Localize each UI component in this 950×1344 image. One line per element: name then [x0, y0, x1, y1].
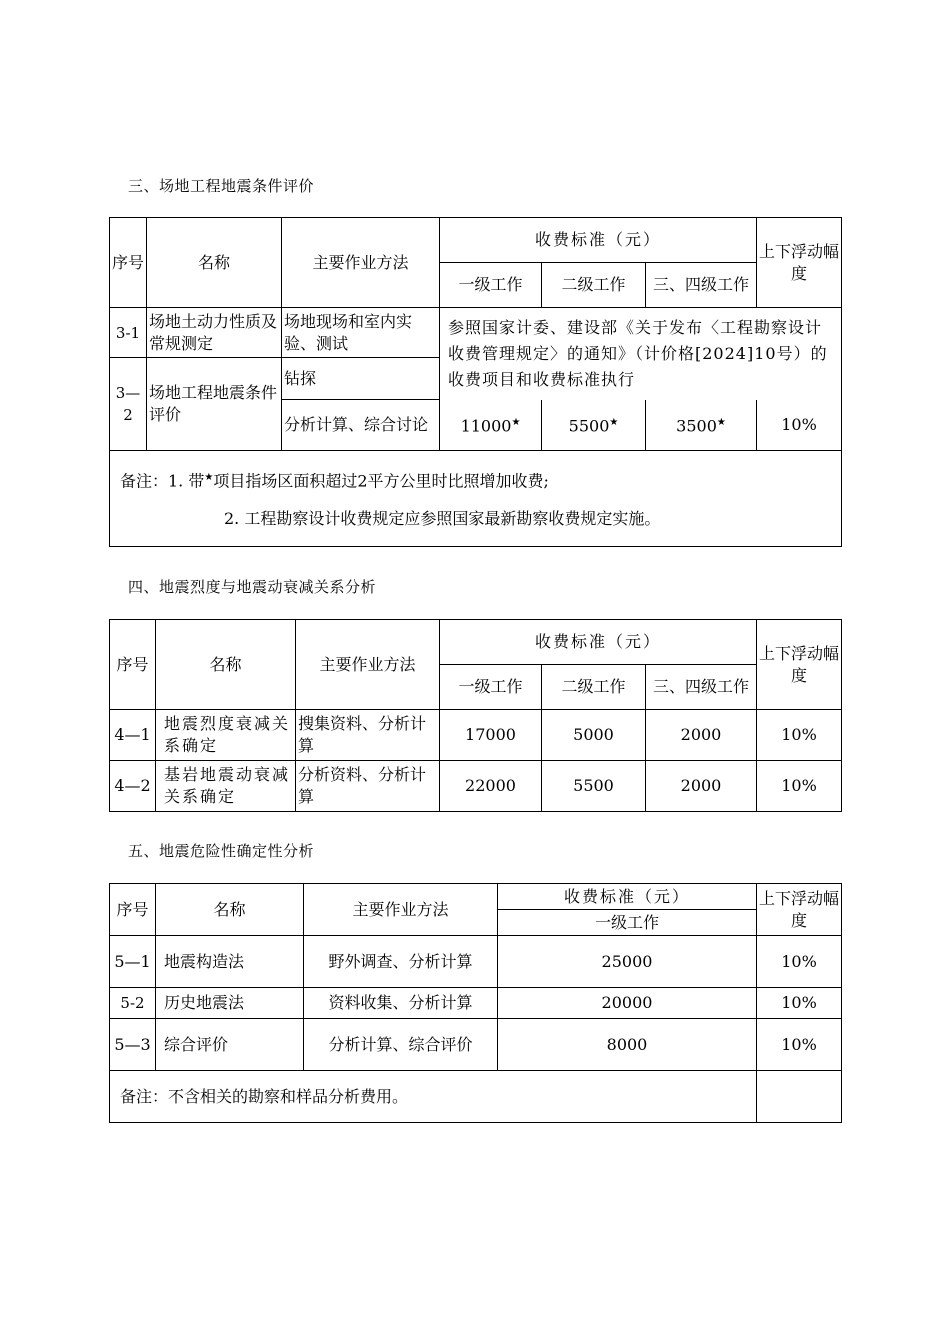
header-grade-3: 三、四级工作 [646, 263, 757, 308]
header-grade-3: 三、四级工作 [646, 665, 757, 710]
star-icon: ★ [716, 417, 726, 429]
table-row-grade-1: 22000 [440, 761, 542, 812]
note-line-2: 2. 工程勘察设计收费规定应参照国家最新勘察收费规定实施。 [224, 509, 661, 529]
table-row-seq: 4—2 [110, 761, 156, 812]
row-3-1-seq: 3-1 [110, 308, 147, 358]
section-3-table [109, 217, 842, 547]
star-icon: ★ [609, 417, 619, 429]
header-seq: 序号 [110, 620, 156, 710]
empty-cell [757, 1071, 842, 1123]
row-3-2-float: 10% [757, 400, 842, 451]
header-method: 主要作业方法 [282, 218, 440, 308]
header-float: 上下浮动幅度 [757, 218, 842, 308]
table-row-grade-3: 2000 [646, 710, 757, 761]
table-row-grade-2: 5500 [542, 761, 646, 812]
row-3-2-grade-1: 11000★ [440, 400, 542, 451]
table-row-float: 10% [757, 988, 842, 1019]
row-3-2-method-drilling: 钻探 [282, 358, 440, 400]
table-row-float: 10% [757, 710, 842, 761]
table-row-method: 资料收集、分析计算 [304, 988, 498, 1019]
row-3-2-seq: 3—2 [110, 358, 147, 451]
table-row-method: 搜集资料、分析计算 [296, 710, 440, 761]
header-seq: 序号 [110, 218, 147, 308]
row-3-1-method: 场地现场和室内实验、测试 [282, 308, 440, 358]
section-3-note [110, 451, 842, 547]
table-row-seq: 5—1 [110, 936, 156, 988]
table-row-grade-1: 25000 [498, 936, 757, 988]
header-grade-2: 二级工作 [542, 665, 646, 710]
table-row-seq: 5—3 [110, 1019, 156, 1071]
table-row-name: 地震构造法 [156, 936, 304, 988]
table-row-float: 10% [757, 936, 842, 988]
header-grade-1: 一级工作 [440, 665, 542, 710]
table-row-name: 综合评价 [156, 1019, 304, 1071]
table-row-method: 野外调查、分析计算 [304, 936, 498, 988]
header-method: 主要作业方法 [296, 620, 440, 710]
section-4-heading: 四、地震烈度与地震动衰减关系分析 [128, 578, 377, 596]
row-3-2-method-analysis: 分析计算、综合讨论 [282, 400, 440, 451]
table-row-grade-1: 8000 [498, 1019, 757, 1071]
row-3-1-reference-text: 参照国家计委、建设部《关于发布〈工程勘察设计收费管理规定〉的通知》（计价格[2024]10号）的收费项目和收费标准执行 [440, 308, 842, 400]
table-row-method: 分析计算、综合评价 [304, 1019, 498, 1071]
header-float: 上下浮动幅度 [757, 620, 842, 710]
section-5-table [109, 883, 842, 1123]
header-grade-2: 二级工作 [542, 263, 646, 308]
table-row-grade-1: 20000 [498, 988, 757, 1019]
table-row-grade-3: 2000 [646, 761, 757, 812]
table-row-float: 10% [757, 761, 842, 812]
star-icon: ★ [204, 471, 214, 483]
table-row-float: 10% [757, 1019, 842, 1071]
row-3-2-grade-2: 5500★ [542, 400, 646, 451]
header-grade-1: 一级工作 [498, 910, 757, 936]
header-fee-standard: 收费标准（元） [498, 884, 757, 910]
table-row-grade-1: 17000 [440, 710, 542, 761]
header-name: 名称 [147, 218, 282, 308]
header-fee-standard: 收费标准（元） [440, 218, 757, 263]
table-row-name: 历史地震法 [156, 988, 304, 1019]
header-seq: 序号 [110, 884, 156, 936]
header-float: 上下浮动幅度 [757, 884, 842, 936]
header-grade-1: 一级工作 [440, 263, 542, 308]
section-4-table [109, 619, 842, 812]
table-row-seq: 4—1 [110, 710, 156, 761]
header-name: 名称 [156, 884, 304, 936]
header-name: 名称 [156, 620, 296, 710]
section-5-heading: 五、地震危险性确定性分析 [128, 842, 315, 860]
note-line-1: 备注：1. 带★项目指场区面积超过2平方公里时比照增加收费; [120, 471, 549, 491]
table-row-name: 地震烈度衰减关系确定 [156, 710, 296, 761]
table-row-name: 基岩地震动衰减关系确定 [156, 761, 296, 812]
table-row-grade-2: 5000 [542, 710, 646, 761]
row-3-2-grade-3: 3500★ [646, 400, 757, 451]
header-method: 主要作业方法 [304, 884, 498, 936]
section-3-heading: 三、场地工程地震条件评价 [128, 177, 315, 195]
table-row-seq: 5-2 [110, 988, 156, 1019]
row-3-2-name: 场地工程地震条件评价 [147, 358, 282, 451]
row-3-1-name: 场地土动力性质及常规测定 [147, 308, 282, 358]
section-5-note: 备注：不含相关的勘察和样品分析费用。 [110, 1071, 757, 1123]
header-fee-standard: 收费标准（元） [440, 620, 757, 665]
star-icon: ★ [511, 417, 521, 429]
table-row-method: 分析资料、分析计算 [296, 761, 440, 812]
